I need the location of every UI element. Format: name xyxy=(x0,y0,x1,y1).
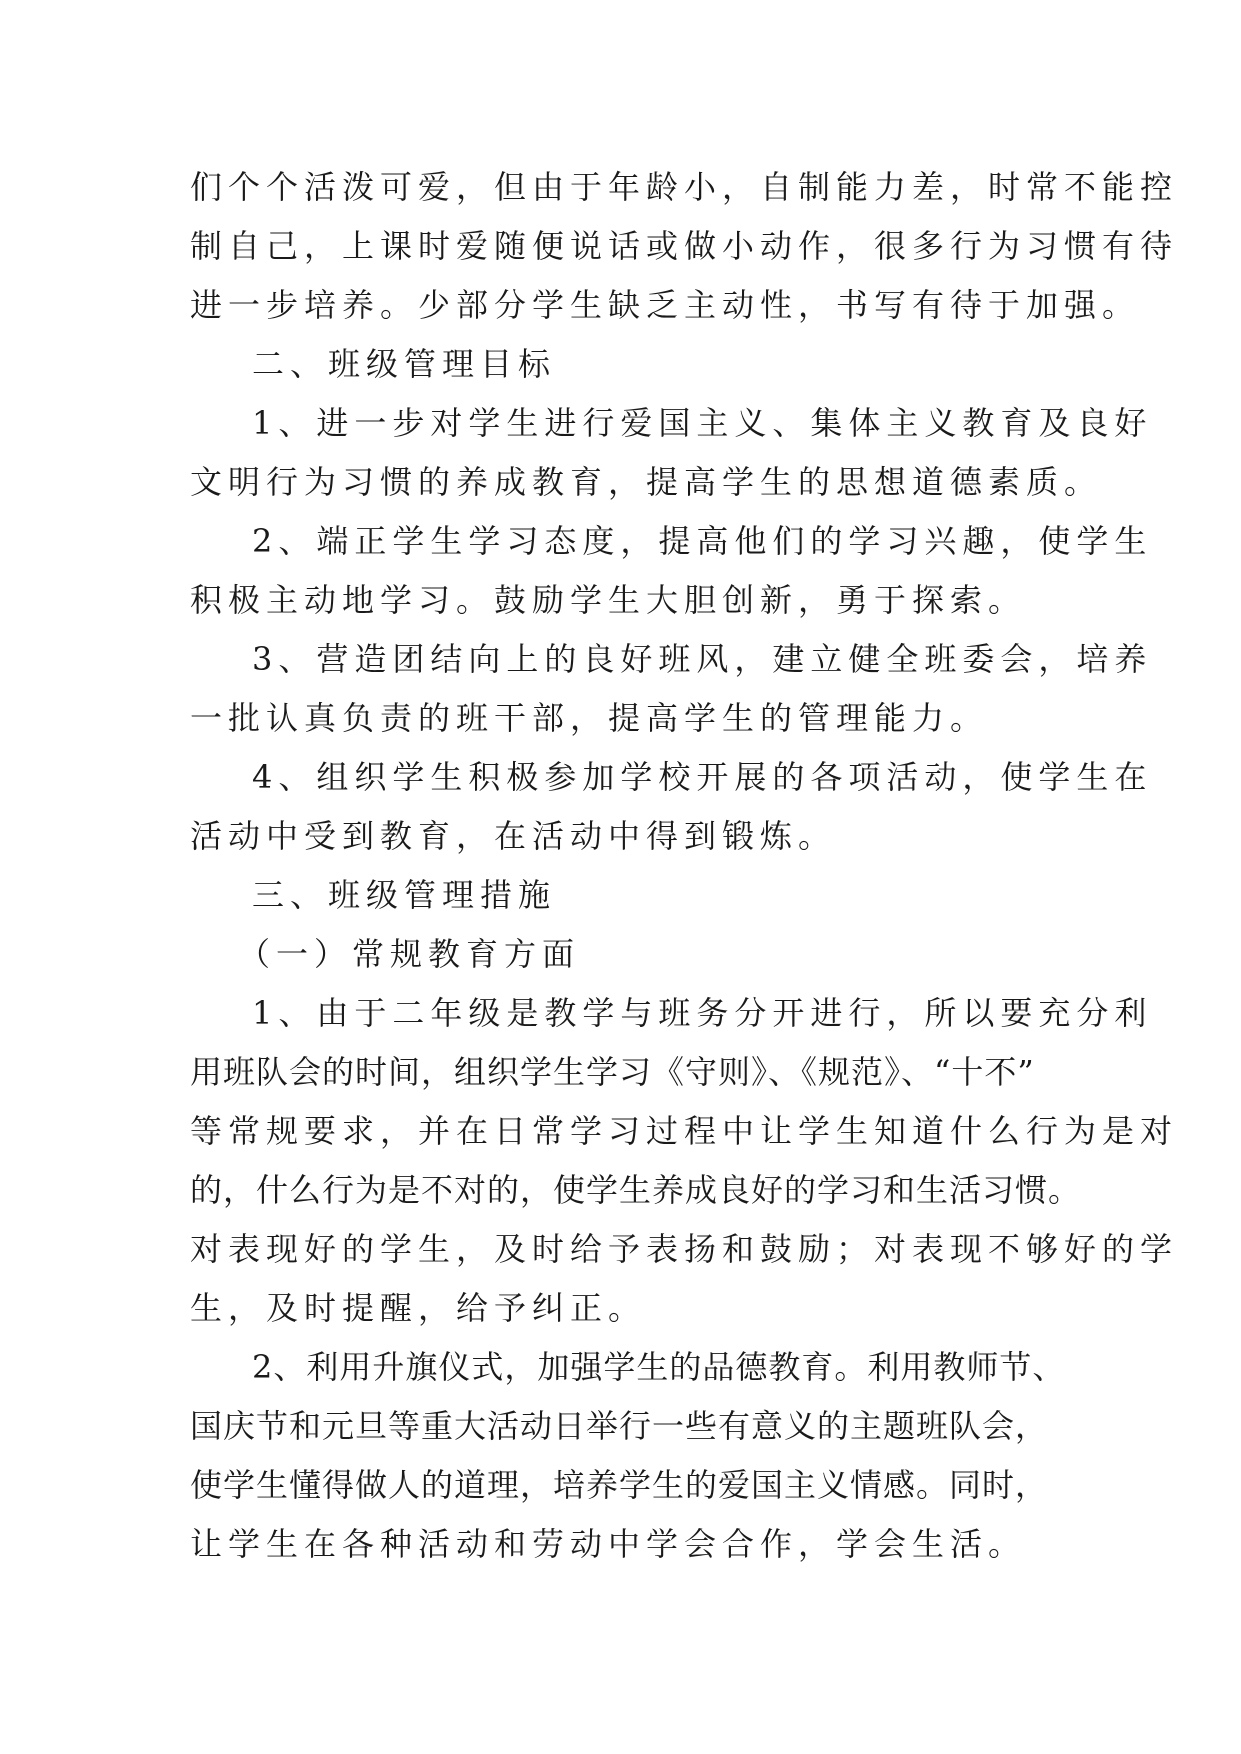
paragraph-line: 使学生懂得做人的道理，培养学生的爱国主义情感。同时， xyxy=(190,1466,1049,1504)
paragraph-line: 制自己，上课时爱随便说话或做小动作，很多行为习惯有待 xyxy=(190,227,1179,265)
paragraph-line: 让学生在各种活动和劳动中学会合作，学会生活。 xyxy=(190,1525,1027,1563)
paragraph-line: 对表现好的学生，及时给予表扬和鼓励；对表现不够好的学 xyxy=(190,1230,1179,1268)
paragraph-line: 积极主动地学习。鼓励学生大胆创新，勇于探索。 xyxy=(190,581,1027,619)
paragraph-line: 的，什么行为是不对的，使学生养成良好的学习和生活习惯。 xyxy=(190,1171,1082,1209)
paragraph-line: 活动中受到教育，在活动中得到锻炼。 xyxy=(190,817,837,855)
paragraph-line: 用班队会的时间，组织学生学习《守则》、《规范》、“十不” xyxy=(190,1053,1035,1091)
section-heading: 三、班级管理措施 xyxy=(252,876,557,914)
paragraph-line: 1、由于二年级是教学与班务分开进行，所以要充分利 xyxy=(252,994,1153,1032)
paragraph-line: 一批认真负责的班干部，提高学生的管理能力。 xyxy=(190,699,989,737)
subsection-heading: （一）常规教育方面 xyxy=(238,935,581,973)
paragraph-line: 2、端正学生学习态度，提高他们的学习兴趣，使学生 xyxy=(252,522,1153,560)
paragraph-line: 文明行为习惯的养成教育，提高学生的思想道德素质。 xyxy=(190,463,1103,501)
paragraph-line: 3、营造团结向上的良好班风，建立健全班委会，培养 xyxy=(252,640,1153,678)
paragraph-line: 2、利用升旗仪式，加强学生的品德教育。利用教师节、 xyxy=(252,1348,1066,1386)
paragraph-line: 国庆节和元旦等重大活动日举行一些有意义的主题班队会， xyxy=(190,1407,1049,1445)
paragraph-line: 1、进一步对学生进行爱国主义、集体主义教育及良好 xyxy=(252,404,1153,442)
paragraph-line: 4、组织学生积极参加学校开展的各项活动，使学生在 xyxy=(252,758,1153,796)
paragraph-line: 等常规要求，并在日常学习过程中让学生知道什么行为是对 xyxy=(190,1112,1179,1150)
document-body xyxy=(190,158,1179,1574)
section-heading: 二、班级管理目标 xyxy=(252,345,557,383)
paragraph-line: 们个个活泼可爱，但由于年龄小，自制能力差，时常不能控 xyxy=(190,168,1179,206)
paragraph-line: 进一步培养。少部分学生缺乏主动性，书写有待于加强。 xyxy=(190,286,1141,324)
paragraph-line: 生，及时提醒，给予纠正。 xyxy=(190,1289,647,1327)
